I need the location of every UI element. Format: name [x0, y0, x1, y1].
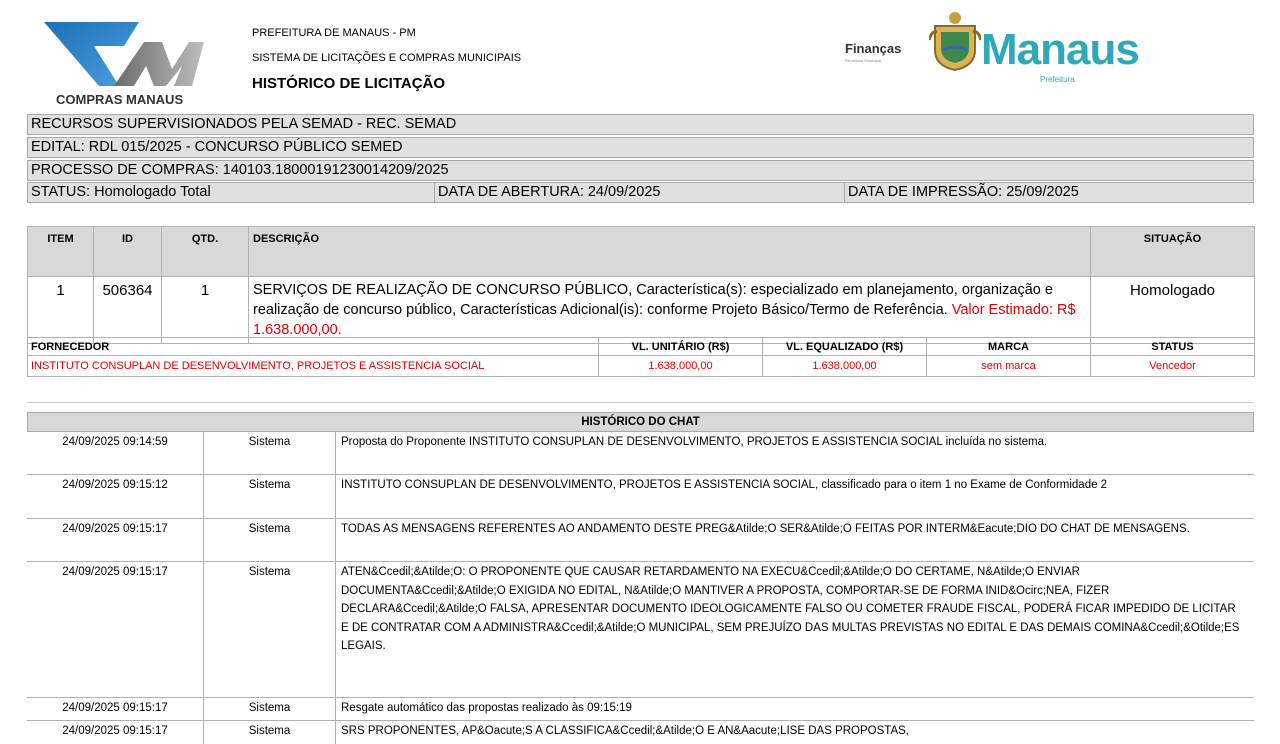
table-row: [28, 356, 1255, 377]
org-name: PREFEITURA DE MANAUS - PM: [252, 27, 416, 39]
svg-text:COMPRAS MANAUS: COMPRAS MANAUS: [56, 92, 184, 106]
page-header: [0, 0, 1280, 112]
items-table: [27, 226, 1255, 344]
info-processo: PROCESSO DE COMPRAS: 140103.18000191230014209/2025: [27, 160, 1254, 181]
info-recursos: RECURSOS SUPERVISIONADOS PELA SEMAD - REC. SEMAD: [27, 114, 1254, 135]
info-impressao: DATA DE IMPRESSÃO: 25/09/2025: [848, 184, 1079, 200]
cell-fornecedor: INSTITUTO CONSUPLAN DE DESENVOLVIMENTO, PROJETOS E ASSISTENCIA SOCIAL: [28, 356, 599, 377]
page-title: HISTÓRICO DE LICITAÇÃO: [252, 75, 446, 92]
valor-estimado: Valor Estimado: R$ 1.638.000,00.: [253, 302, 1076, 338]
manaus-seal-icon: [929, 10, 981, 72]
col-situacao: SITUAÇÃO: [1091, 227, 1255, 277]
col-fornecedor: FORNECEDOR: [28, 338, 599, 356]
col-vl-unitario: VL. UNITÁRIO (R$): [599, 338, 763, 356]
list-item: 24/09/2025 09:15:17 Sistema ATEN&Ccedil;&Atilde;O: O PROPONENTE QUE CAUSAR RETARDAMENTO NA EXECU&Ccedil;&Atilde;O DO CERTAME, N&Atilde;O ENVIAR DOCUMENTA&Ccedil;&Atilde;O EXIGIDA NO EDITAL, N&Atilde;O MANTIVER A PROPOSTA, COMPORTAR-SE DE FORMA INID&Ocirc;NEA, FIZER DECLARA&Ccedil;&Atilde;O FALSA, APRESENTAR DOCUMENTO IDEOLOGICAMENTE FALSO OU COMETER FRAUDE FISCAL, PODERÁ FICAR IMPEDIDO DE LICITAR E DE CONTRATAR COM A ADMINISTRA&Ccedil;&Atilde;O MUNICIPAL, SEM PREJUÍZO DAS MULTAS PREVISTAS NO EDITAL E DAS DEMAIS COMINA&Ccedil;&Otilde;ES LEGAIS.: [27, 562, 1254, 698]
items-table-header: [28, 227, 1255, 277]
cell-vl-equalizado: 1.638.000,00: [763, 356, 927, 377]
financas-logo-subtext: Secretaria Municipal: [845, 58, 882, 63]
list-item: 24/09/2025 09:15:17 Sistema TODAS AS MENSAGENS REFERENTES AO ANDAMENTO DESTE PREG&Atilde;O SER&Atilde;O FEITAS POR INTERM&Eacute;DIO DO CHAT DE MENSAGENS.: [27, 519, 1254, 562]
col-qtd: QTD.: [162, 227, 249, 277]
cell-status: Vencedor: [1091, 356, 1255, 377]
fornecedor-table-header: [28, 338, 1255, 356]
cell-marca: sem marca: [927, 356, 1091, 377]
fornecedor-table: [27, 337, 1255, 377]
list-item: 24/09/2025 09:15:17 Sistema Resgate automático das propostas realizado às 09:15:19: [27, 698, 1254, 721]
info-edital: EDITAL: RDL 015/2025 - CONCURSO PÚBLICO SEMED: [27, 137, 1254, 158]
col-marca: MARCA: [927, 338, 1091, 356]
cell-qtd: 1: [162, 277, 249, 344]
list-item: 24/09/2025 09:15:12 Sistema INSTITUTO CONSUPLAN DE DESENVOLVIMENTO, PROJETOS E ASSISTENCIA SOCIAL, classificado para o item 1 no Exame de Conformidade 2: [27, 475, 1254, 519]
list-item: 24/09/2025 09:14:59 Sistema Proposta do Proponente INSTITUTO CONSUPLAN DE DESENVOLVIMENTO, PROJETOS E ASSISTENCIA SOCIAL incluída no sistema.: [27, 432, 1254, 475]
list-item: 24/09/2025 09:15:17 Sistema SRS PROPONENTES, AP&Oacute;S A CLASSIFICA&Ccedil;&Atilde;O E AN&Aacute;LISE DAS PROPOSTAS,: [27, 721, 1254, 744]
cell-id: 506364: [94, 277, 162, 344]
financas-logo-text: Finanças: [845, 41, 902, 56]
col-id: ID: [94, 227, 162, 277]
col-item: ITEM: [28, 227, 94, 277]
col-vl-equalizado: VL. EQUALIZADO (R$): [763, 338, 927, 356]
cell-item: 1: [28, 277, 94, 344]
chat-title: HISTÓRICO DO CHAT: [27, 412, 1254, 432]
col-status: STATUS: [1091, 338, 1255, 356]
cell-descricao: SERVIÇOS DE REALIZAÇÃO DE CONCURSO PÚBLICO, Característica(s): especializado em planejamento, organização e realização de concurso público, Características Adicional(is): conforme Projeto Básico/Termo de Referência. Valor Estimado: R$ 1.638.000,00.: [249, 277, 1091, 344]
compras-manaus-logo: [44, 14, 224, 106]
cell-vl-unitario: 1.638.000,00: [599, 356, 763, 377]
manaus-logo-text: Manaus: [981, 25, 1139, 74]
prefeitura-logo-text: Prefeitura: [1040, 75, 1075, 84]
col-descricao: DESCRIÇÃO: [249, 227, 1091, 277]
info-status-row: [27, 182, 1254, 203]
cell-situacao: Homologado: [1091, 277, 1255, 344]
system-name: SISTEMA DE LICITAÇÕES E COMPRAS MUNICIPAIS: [252, 52, 522, 64]
info-abertura: DATA DE ABERTURA: 24/09/2025: [438, 184, 661, 200]
table-row: [28, 277, 1255, 344]
info-status: STATUS: Homologado Total: [31, 184, 211, 200]
